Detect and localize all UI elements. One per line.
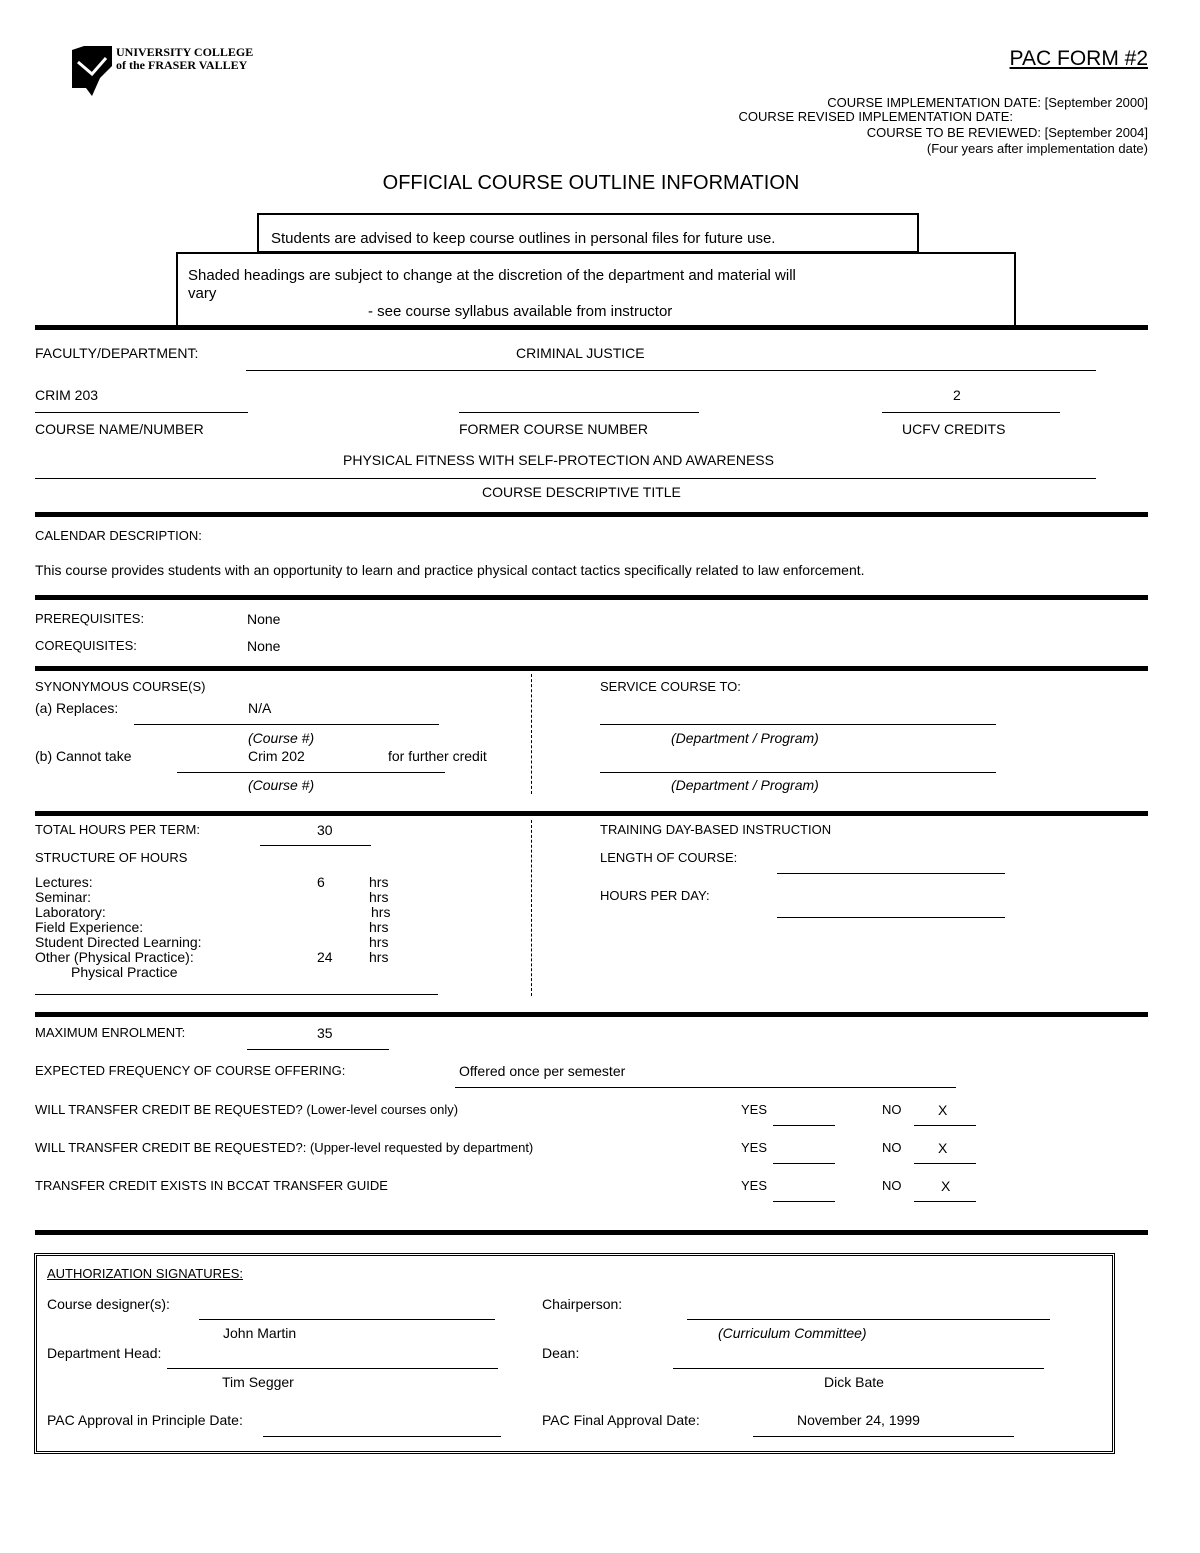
course-number: CRIM 203 [35,387,99,403]
logo-line-1: UNIVERSITY COLLEGE [116,45,254,59]
final-approval-label: PAC Final Approval Date: [542,1412,700,1428]
dean-signature-line [673,1368,1044,1369]
no-mark: X [938,1102,948,1118]
column-separator [531,674,532,794]
hours-row-label: Seminar: [35,889,92,905]
course-number-hint: (Course #) [248,777,315,793]
final-approval-line [753,1436,1014,1437]
hours-row [35,950,435,965]
divider [35,1012,1148,1017]
page-title: OFFICIAL COURSE OUTLINE INFORMATION [382,172,800,194]
divider [35,325,1148,330]
revised-implementation-date: COURSE REVISED IMPLEMENTATION DATE: [738,109,1013,124]
total-hours-label: TOTAL HOURS PER TERM: [35,822,200,837]
faculty-value: CRIMINAL JUSTICE [516,345,645,361]
hours-row-unit: hrs [369,874,389,890]
course-title: PHYSICAL FITNESS WITH SELF-PROTECTION AND AWARENESS [343,452,774,468]
hours-per-day-label: HOURS PER DAY: [600,888,710,903]
divider [35,666,1148,671]
yes-underline [773,1201,835,1202]
no-mark: X [938,1140,948,1156]
replaces-underline [134,724,439,725]
course-credits: 2 [953,387,961,403]
no-underline [914,1201,976,1202]
yes-underline [773,1163,835,1164]
review-date: COURSE TO BE REVIEWED: [September 2004] [866,125,1148,140]
approval-in-principle-label: PAC Approval in Principle Date: [47,1412,243,1428]
implementation-date: COURSE IMPLEMENTATION DATE: [September 2000] [827,95,1148,110]
credits-underline [882,412,1060,413]
total-hours-value: 30 [317,822,333,838]
designer-label: Course designer(s): [47,1296,170,1312]
length-of-course-underline [777,873,1005,874]
hours-underline [35,994,438,995]
signatures-box [34,1253,1115,1454]
hours-row-label: Laboratory: [35,904,106,920]
credits-label: UCFV CREDITS [902,421,1006,437]
no-underline [914,1163,976,1164]
prerequisites-value: None [247,611,281,627]
course-number-underline [35,412,248,413]
college-logo-icon [70,44,114,98]
hours-row-unit: hrs [371,904,391,920]
replaces-value: N/A [248,700,272,716]
yes-underline [773,1125,835,1126]
length-of-course-label: LENGTH OF COURSE: [600,850,738,865]
no-label: NO [882,1178,902,1193]
calendar-label: CALENDAR DESCRIPTION: [35,528,202,543]
chair-signature-line [687,1319,1050,1320]
hours-row-unit: hrs [369,949,389,965]
transfer-question-lower: WILL TRANSFER CREDIT BE REQUESTED? (Lower-level courses only) [35,1102,459,1117]
course-name-label: COURSE NAME/NUMBER [35,421,204,437]
department-program-hint: (Department / Program) [671,730,819,746]
chair-label: Chairperson: [542,1296,623,1312]
no-mark: X [941,1178,951,1194]
designer-signature-line [199,1319,495,1320]
no-label: NO [882,1140,902,1155]
transfer-question-upper: WILL TRANSFER CREDIT BE REQUESTED?: (Upper-level requested by department) [35,1140,534,1155]
cannot-take-label: (b) Cannot take [35,748,132,764]
advice-text: Students are advised to keep course outlines in personal files for future use. [271,230,776,247]
faculty-label: FACULTY/DEPARTMENT: [35,345,199,361]
service-course-underline [600,772,996,773]
dean-name: Dick Bate [824,1374,884,1390]
hours-per-day-underline [777,917,1005,918]
divider [35,1230,1148,1235]
department-program-hint: (Department / Program) [671,777,819,793]
hours-row [35,875,435,890]
no-label: NO [882,1102,902,1117]
hours-row [35,905,435,920]
prerequisites-label: PREREQUISITES: [35,611,145,626]
max-enrolment-underline [247,1049,389,1050]
hours-row-label: Student Directed Learning: [35,934,202,950]
hours-row-label: Other (Physical Practice): [35,949,194,965]
frequency-underline [455,1087,956,1088]
shaded-notice-line-3: - see course syllabus available from instructor [368,303,673,320]
curriculum-committee-hint: (Curriculum Committee) [718,1325,867,1341]
review-note: (Four years after implementation date) [926,141,1148,156]
hours-row [35,920,435,935]
no-underline [914,1125,976,1126]
logo [70,44,280,98]
cannot-take-underline [177,772,445,773]
corequisites-label: COREQUISITES: [35,638,137,653]
hours-row-unit: hrs [369,919,389,935]
hours-row-unit: hrs [369,934,389,950]
designer-name: John Martin [223,1325,297,1341]
yes-label: YES [741,1140,768,1155]
frequency-label: EXPECTED FREQUENCY OF COURSE OFFERING: [35,1063,346,1078]
divider [35,512,1148,517]
replaces-label: (a) Replaces: [35,700,119,716]
signatures-label: AUTHORIZATION SIGNATURES: [47,1266,243,1281]
approval-in-principle-line [263,1436,501,1437]
former-number-underline [459,412,699,413]
corequisites-value: None [247,638,281,654]
divider [35,595,1148,600]
max-enrolment-value: 35 [317,1025,333,1041]
dean-label: Dean: [542,1345,580,1361]
final-approval-value: November 24, 1999 [797,1412,920,1428]
hours-row [35,935,435,950]
service-course-underline [600,724,996,725]
former-number-label: FORMER COURSE NUMBER [459,421,649,437]
hours-row-value: 6 [317,874,325,890]
head-signature-line [167,1368,498,1369]
synonymous-label: SYNONYMOUS COURSE(S) [35,679,206,694]
shaded-notice-line-2: vary [188,285,217,302]
transfer-bccat-question: TRANSFER CREDIT EXISTS IN BCCAT TRANSFER GUIDE [35,1178,388,1193]
hours-row [35,890,435,905]
shaded-notice-line-1: Shaded headings are subject to change at the discretion of the department and material will [188,267,796,284]
form-id: PAC FORM #2 [1009,47,1148,70]
course-title-label: COURSE DESCRIPTIVE TITLE [482,484,681,500]
yes-label: YES [741,1102,768,1117]
hours-row-unit: hrs [369,889,389,905]
max-enrolment-label: MAXIMUM ENROLMENT: [35,1025,186,1040]
training-day-label: TRAINING DAY-BASED INSTRUCTION [600,822,832,837]
logo-line-2: of the FRASER VALLEY [116,58,248,72]
cannot-take-value: Crim 202 [248,748,305,764]
calendar-text: This course provides students with an opportunity to learn and practice physical contact tactics specifically related to law enforcement. [35,562,865,578]
yes-label: YES [741,1178,768,1193]
faculty-underline [246,370,1096,371]
hours-row-label: Lectures: [35,874,93,890]
hours-row-value: 24 [317,949,333,965]
column-separator [531,820,532,996]
head-name: Tim Segger [222,1374,294,1390]
structure-of-hours-label: STRUCTURE OF HOURS [35,850,188,865]
further-credit-text: for further credit [388,748,487,764]
total-hours-underline [260,845,371,846]
frequency-value: Offered once per semester [459,1063,626,1079]
service-course-label: SERVICE COURSE TO: [600,679,741,694]
divider [35,811,1148,816]
advice-box [257,213,919,253]
hours-row-label: Field Experience: [35,919,144,935]
course-title-underline [35,478,1096,479]
course-number-hint: (Course #) [248,730,315,746]
other-hours-detail: Physical Practice [71,964,178,980]
head-label: Department Head: [47,1345,162,1361]
shaded-notice-box [176,252,1016,326]
